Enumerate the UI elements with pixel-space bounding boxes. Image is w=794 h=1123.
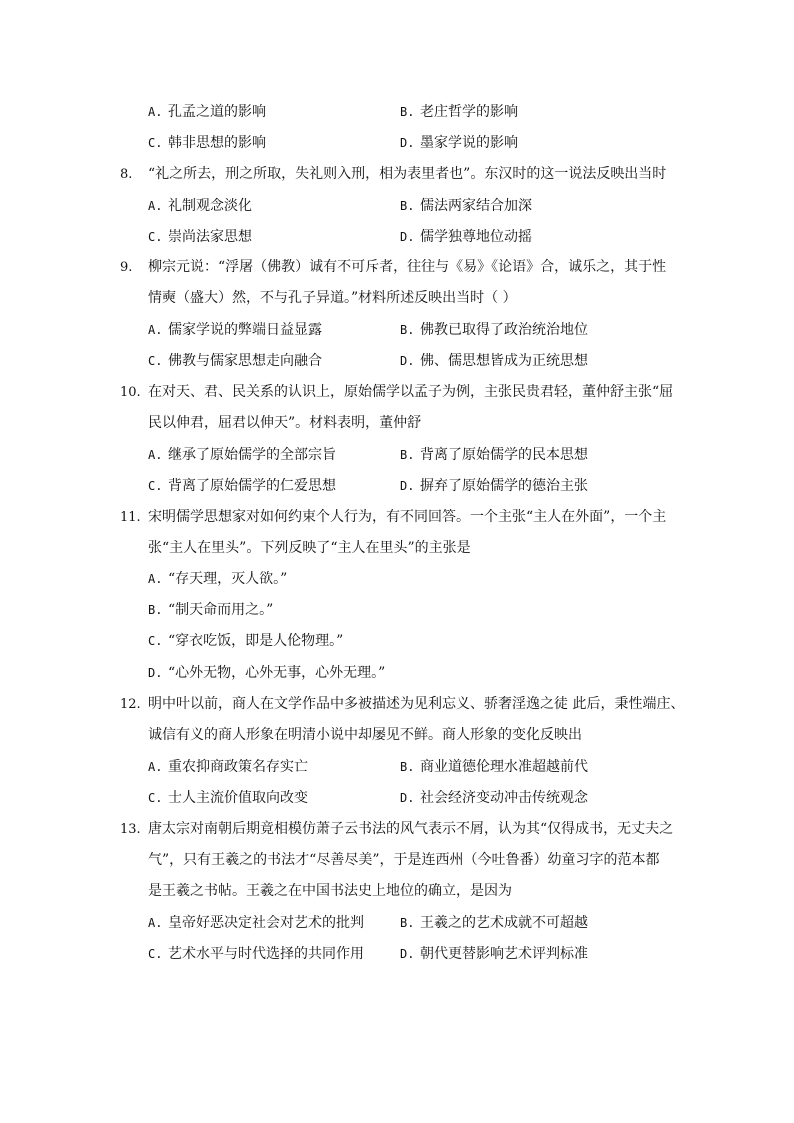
q12-option-a: A. 重农抑商政策名存实亡: [148, 759, 308, 775]
q8-option-c: C. 崇尚法家思想: [148, 229, 252, 245]
q12-number: 12.: [120, 697, 141, 712]
q13-option-d: D. 朝代更替影响艺术评判标准: [400, 946, 588, 962]
q10-option-d: D. 摒弃了原始儒学的德治主张: [400, 478, 588, 494]
q10-option-b: B. 背离了原始儒学的民本思想: [400, 447, 588, 463]
q12-option-d: D. 社会经济变动冲击传统观念: [400, 790, 588, 806]
q12-option-c: C. 士人主流价值取向改变: [148, 790, 308, 806]
q10-stem-line-1: 在对天、君、民关系的认识上，原始儒学以孟子为例，主张民贵君轻，董仲舒主张“屈: [148, 384, 674, 400]
q11-option-b: B. “制天命而用之。”: [148, 602, 274, 618]
q11-option-c: C. “穿衣吃饭，即是人伦物理。”: [148, 633, 344, 649]
q13-option-b: B. 王羲之的艺术成就不可超越: [400, 915, 588, 931]
q8-stem-line-1: “礼之所去，刑之所取，失礼则入刑，相为表里者也”。东汉时的这一说法反映出当时: [148, 166, 667, 182]
q8-option-d: D. 儒学独尊地位动摇: [400, 229, 532, 245]
q13-number: 13.: [120, 822, 141, 837]
q13-option-c: C. 艺术水平与时代选择的共同作用: [148, 946, 364, 962]
q11-stem-line-2: 张“主人在里头”。下列反映了“主人在里头”的主张是: [148, 540, 471, 556]
q10-option-c: C. 背离了原始儒学的仁爱思想: [148, 478, 336, 494]
q9-stem-line-1: 柳宗元说：“浮屠（佛教）诚有不可斥者，往往与《易》《论语》合，诚乐之，其于性: [148, 259, 667, 275]
q9-option-a: A. 儒家学说的弊端日益显露: [148, 322, 322, 338]
q7-option-d: D. 墨家学说的影响: [400, 135, 518, 151]
q9-option-b: B. 佛教已取得了政治统治地位: [400, 322, 588, 338]
q10-stem-line-2: 民以伸君，屈君以伸天”。材料表明，董仲舒: [148, 415, 422, 431]
q11-number: 11.: [120, 510, 141, 525]
q11-option-d: D. “心外无物，心外无事，心外无理。”: [148, 665, 386, 681]
q9-number: 9.: [120, 260, 133, 275]
q7-option-c: C. 韩非思想的影响: [148, 135, 266, 151]
q8-option-a: A. 礼制观念淡化: [148, 198, 252, 214]
q13-stem-line-3: 是王羲之书帖。王羲之在中国书法史上地位的确立，是因为: [148, 883, 512, 899]
q11-stem-line-1: 宋明儒学思想家对如何约束个人行为，有不同回答。一个主张“主人在外面”，一个主: [148, 509, 667, 525]
q8-option-b: B. 儒法两家结合加深: [400, 198, 532, 214]
q10-option-a: A. 继承了原始儒学的全部宗旨: [148, 447, 336, 463]
q12-stem-line-1: 明中叶以前，商人在文学作品中多被描述为见利忘义、骄奢淫逸之徒 此后，秉性端庄、: [148, 696, 685, 712]
q9-stem-line-2: 情奭（盛大）然，不与孔子异道。”材料所述反映出当时（ ）: [148, 290, 517, 306]
q13-option-a: A. 皇帝好恶决定社会对艺术的批判: [148, 915, 364, 931]
q7-option-b: B. 老庄哲学的影响: [400, 104, 518, 120]
q11-option-a: A. “存天理，灭人欲。”: [148, 571, 288, 587]
q9-option-c: C. 佛教与儒家思想走向融合: [148, 353, 322, 369]
q7-option-a: A. 孔孟之道的影响: [148, 104, 266, 120]
q13-stem-line-2: 气”，只有王羲之的书法才“尽善尽美”，于是连西州（今吐鲁番）幼童习字的范本都: [148, 852, 660, 868]
q8-number: 8.: [120, 167, 133, 182]
q13-stem-line-1: 唐太宗对南朝后期竟相模仿萧子云书法的风气表示不屑，认为其“仅得成书，无丈夫之: [148, 821, 674, 837]
q12-stem-line-2: 诚信有义的商人形象在明清小说中却屡见不鲜。商人形象的变化反映出: [148, 727, 582, 743]
q12-option-b: B. 商业道德伦理水准超越前代: [400, 759, 588, 775]
q10-number: 10.: [120, 385, 141, 400]
q9-option-d: D. 佛、儒思想皆成为正统思想: [400, 353, 588, 369]
